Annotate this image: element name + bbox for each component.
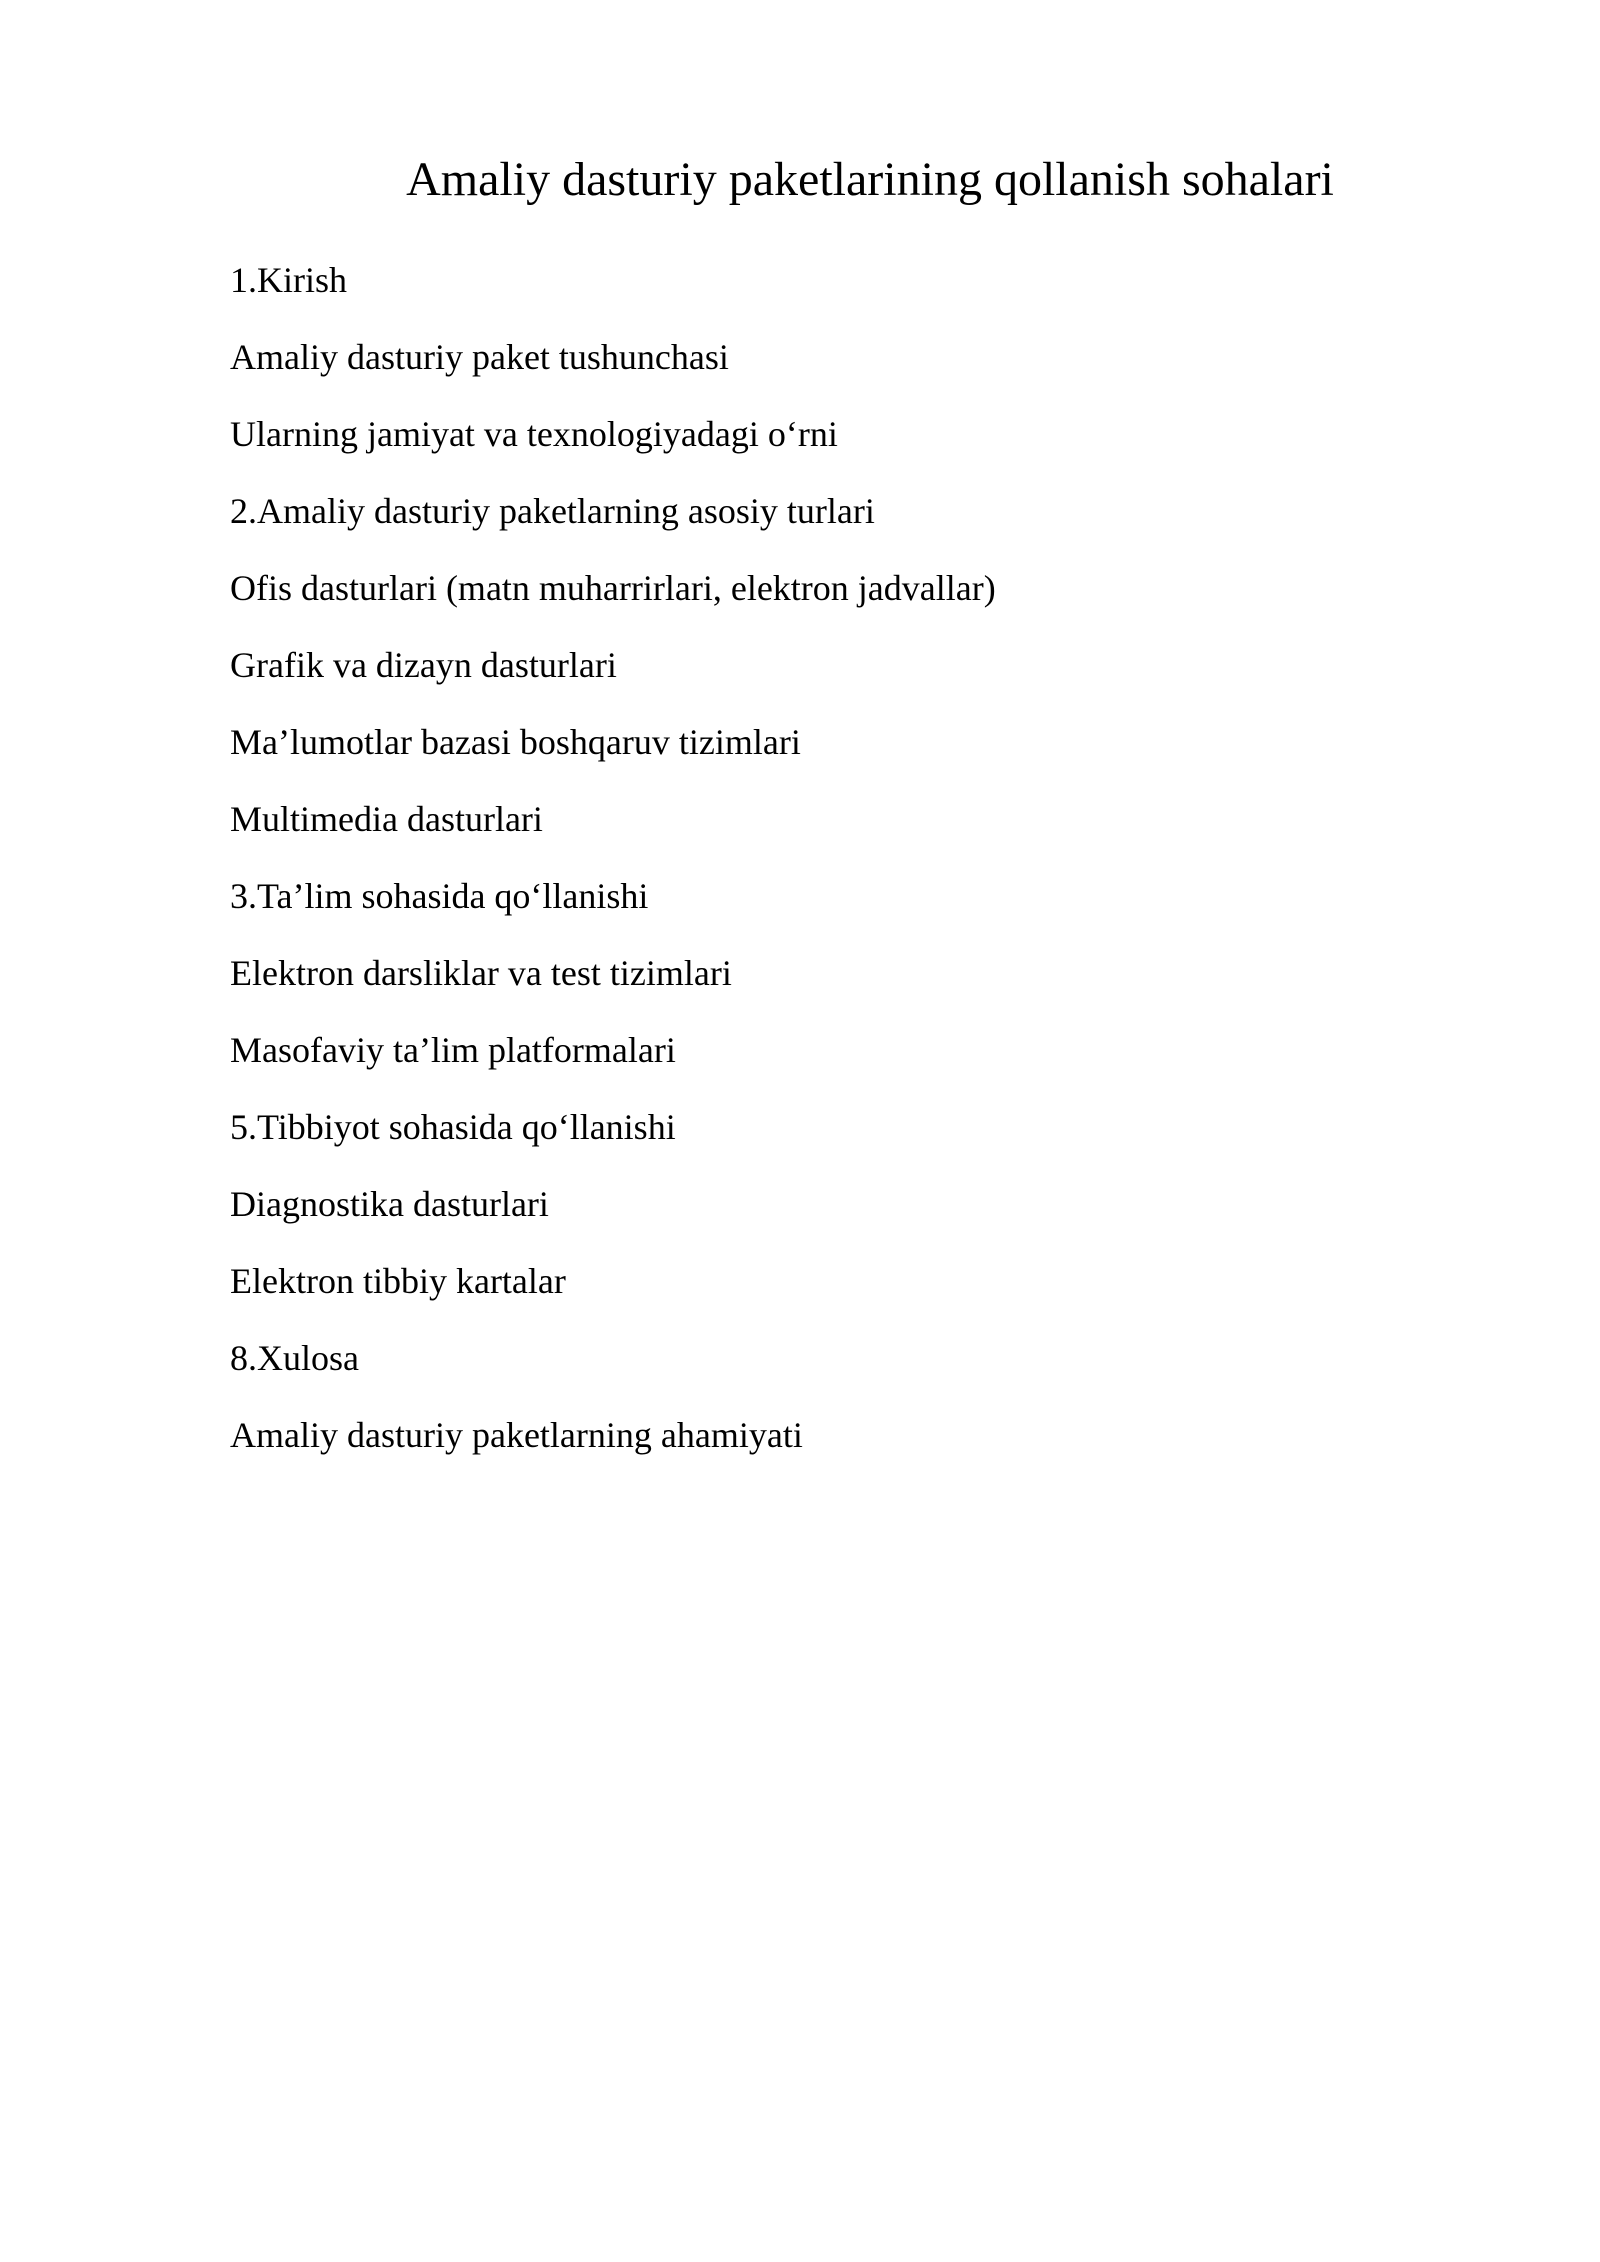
outline-heading-conclusion: 8.Xulosa (230, 1338, 359, 1378)
outline-item: Ma’lumotlar bazasi boshqaruv tizimlari (230, 722, 801, 762)
outline-item: Amaliy dasturiy paket tushunchasi (230, 337, 729, 377)
outline-item: Elektron tibbiy kartalar (230, 1261, 566, 1301)
outline-item: Multimedia dasturlari (230, 799, 543, 839)
outline-list (230, 242, 1480, 1474)
outline-item: Amaliy dasturiy paketlarning ahamiyati (230, 1415, 803, 1455)
outline-heading-education: 3.Ta’lim sohasida qo‘llanishi (230, 876, 649, 916)
outline-heading-main-types: 2.Amaliy dasturiy paketlarning asosiy turlari (230, 491, 875, 531)
outline-heading-medicine: 5.Tibbiyot sohasida qo‘llanishi (230, 1107, 676, 1147)
outline-item: Masofaviy ta’lim platformalari (230, 1030, 676, 1070)
document-title: Amaliy dasturiy paketlarining qollanish sohalari (406, 153, 1334, 206)
outline-item: Elektron darsliklar va test tizimlari (230, 953, 732, 993)
outline-heading-introduction: 1.Kirish (230, 260, 347, 300)
outline-item: Diagnostika dasturlari (230, 1184, 549, 1224)
outline-item: Ularning jamiyat va texnologiyadagi o‘rni (230, 414, 838, 454)
outline-item: Grafik va dizayn dasturlari (230, 645, 617, 685)
outline-item: Ofis dasturlari (matn muharrirlari, elektron jadvallar) (230, 568, 996, 608)
